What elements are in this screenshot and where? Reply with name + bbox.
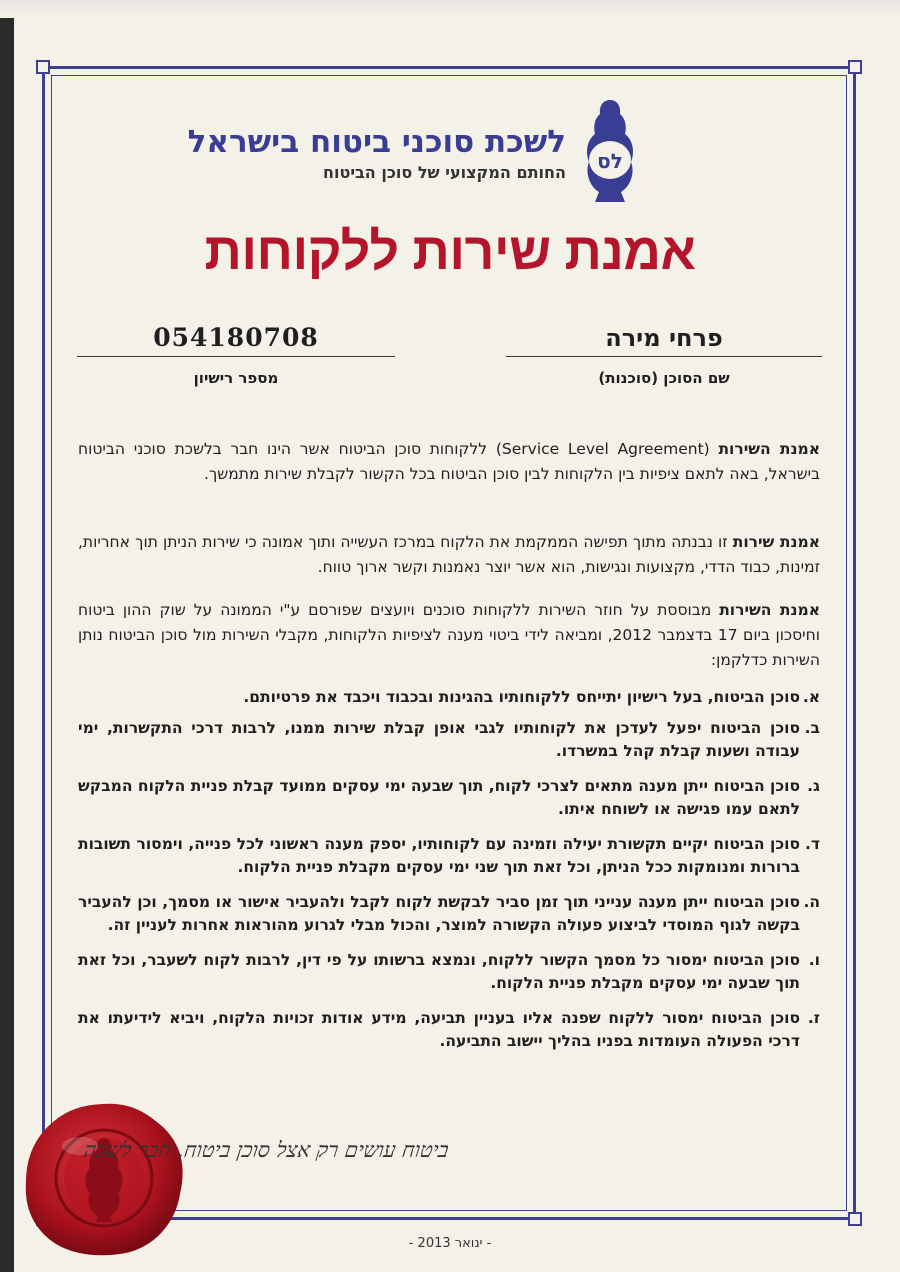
item-text: סוכן הביטוח ימסור כל מסמך הקשור ללקוח, ונמצא ברשותו על פי דין, לרבות לקוח לשעבר, וכל זאת תוך שבעה ימי עסקים מקבלת פניית הלקוח. [78, 950, 800, 992]
item-letter: ג. [807, 776, 820, 795]
paragraph-lead: אמנת השירות [719, 601, 820, 619]
scan-top-edge [0, 0, 900, 18]
agent-name-value: פרחי מירה [506, 320, 822, 357]
item-letter: ז. [807, 1008, 820, 1027]
logo-letters: לס [597, 149, 623, 173]
item-text: סוכן הביטוח, בעל רישיון יתייחס ללקוחותיו בהגינות ובכבוד ויכבד את פרטיותם. [243, 688, 800, 706]
intro-paragraph [78, 598, 820, 673]
list-item [78, 717, 820, 764]
paragraph-text: מבוססת על חוזר השירות ללקוחות סוכנים ויועצים שפורסם ע"י הממונה על שוק ההון ביטוח וחיסכון ביום 17 בדצמבר 2012, ומביאה לידי ביטוי מענה לציפיות הלקוחות, מקבלי השירות מול סוכן הביטוח נותן השירות כדלקמן: [78, 601, 820, 669]
list-item [78, 1007, 820, 1054]
association-logo [575, 96, 645, 206]
paragraph-text: (Service Level Agreement) ללקוחות סוכן הביטוח אשר הינו חבר בלשכת סוכני הביטוח בישראל, באה לתאם ציפיות בין הלקוחות לבין סוכן הביטוח בכל הקשור לקבלת שירות מתמשך. [78, 440, 820, 483]
handwritten-slogan: ביטוח עושים רק אצל סוכן ביטוח, חבר לשכה [81, 1138, 450, 1162]
item-letter: ו. [808, 950, 820, 969]
frame-corner [848, 60, 862, 74]
list-item [78, 686, 820, 710]
intro-paragraph [78, 530, 820, 580]
item-text: סוכן הביטוח ימסור ללקוח שפנה אליו בעניין תביעה, מידע אודות זכויות הלקוח, ויביא לידיעתו את דרכי הפעולה העומדות בפניו בהליך יישוב התביעה. [78, 1008, 800, 1050]
paragraph-lead: אמנת השירות [718, 440, 820, 458]
item-letter: ד. [804, 834, 820, 853]
item-text: סוכן הביטוח ייתן מענה מתאים לצרכי לקוח, תוך שבעה ימי עסקים ממועד קבלת פניית הלקוח המבקש לתאם עמו פגישה או לשוחח איתו. [78, 776, 800, 818]
agent-name-caption: שם הסוכן (סוכנות) [598, 369, 730, 387]
item-text: סוכן הביטוח יקיים תקשורת יעילה וזמינה עם לקוחותיו, יספק מענה ראשוני לכל פנייה, וימסור תשובות ברורות ומנומקות ככל הניתן, וכל זאת תוך שני ימי עסקים מקבלת פניית הלקוח. [78, 834, 800, 876]
agent-name-field [506, 320, 822, 387]
list-item [78, 775, 820, 822]
license-number-caption: מספר רישיון [193, 369, 279, 387]
list-item [78, 833, 820, 880]
license-number-field [77, 320, 395, 387]
item-text: סוכן הביטוח יפעל לעדכן את לקוחותיו לגבי אופן קבלת שירות ממנו, לרבות דרכי התקשרות, ימי עבודה ושעות קבלת קהל במשרדו. [78, 718, 800, 760]
paragraph-lead: אמנת שירות [732, 533, 820, 551]
intro-paragraph [78, 437, 820, 487]
item-letter: א. [802, 688, 820, 706]
license-number-value: 054180708 [77, 320, 395, 357]
page-title: אמנת שירות ללקוחות [204, 223, 696, 281]
item-letter: ה. [803, 892, 820, 911]
wax-seal [18, 1098, 188, 1258]
item-text: סוכן הביטוח ייתן מענה ענייני תוך זמן סביר לבקשת לקוח לקבל ולהעביר אישור או מסמך, וכן להעביר בקשה לגוף המוסדי לביצוע פעולה הקשורה למוצר, והכול מבלי לגרוע מהוראות אחרות לעניין זה. [78, 892, 800, 934]
list-item [78, 949, 820, 996]
organization-tagline: החותם המקצועי של סוכן הביטוח [322, 163, 566, 182]
paragraph-text: זו נבנתה מתוך תפישה הממקמת את הלקוח במרכז העשייה ותוך אמונה כי שירות הניתן תוך אחריות, זמינות, כבוד הדדי, מקצועות ונגישות, הוא אשר יוצר נאמנות וקשר ארוך טווח. [78, 533, 820, 576]
frame-corner [36, 60, 50, 74]
frame-corner [848, 1212, 862, 1226]
organization-name: לשכת סוכני ביטוח בישראל [187, 124, 566, 160]
item-letter: ב. [804, 718, 820, 737]
service-commitments-list [78, 686, 820, 1054]
issue-date: - ינואר 2013 - [408, 1236, 492, 1251]
scan-edge [0, 0, 14, 1272]
list-item [78, 891, 820, 938]
